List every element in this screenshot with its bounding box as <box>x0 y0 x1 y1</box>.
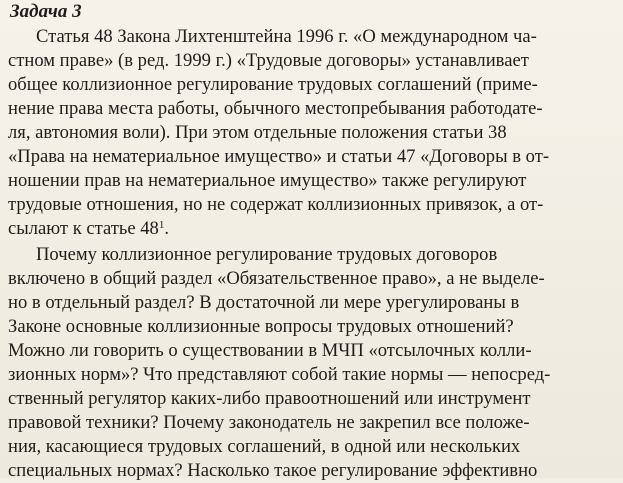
text-line: но в отдельный раздел? В достаточной ли мере урегулированы в <box>8 292 520 313</box>
text-line: включено в общий раздел «Обязательственное право», а не выделе- <box>8 268 545 289</box>
text-line: Почему коллизионное регулирование трудовых договоров <box>36 244 498 265</box>
text-line: ля, автономия воли). При этом отдельные положения статьи 38 <box>8 122 507 143</box>
text-line: стном праве» (в ред. 1999 г.) «Трудовые договоры» устанавливает <box>8 50 529 71</box>
text-line-last <box>8 217 169 241</box>
text-line: правовой техники? Почему законодатель не закрепил все положе- <box>8 412 530 433</box>
text-fragment-end: . <box>164 218 170 239</box>
text-line: Можно ли говорить о существовании в МЧП «отсылочных колли- <box>8 340 532 361</box>
text-line: ственный регулятор каких-либо правоотношений или инструмент <box>8 388 531 409</box>
text-line: ношении прав на нематериальное имущество» также регулируют <box>8 170 527 191</box>
task-heading: Задача 3 <box>10 1 82 22</box>
footnote-mark: 1 <box>158 219 165 231</box>
text-line: Статья 48 Закона Лихтенштейна 1996 г. «О международном ча- <box>36 26 537 47</box>
text-line: зионных норм»? Что представляют собой такие нормы — непосред- <box>8 364 551 385</box>
text-fragment: сылают к статье 48 <box>8 218 159 239</box>
text-line: Законе основные коллизионные вопросы трудовых отношений? <box>8 316 514 337</box>
text-line: специальных нормах? Насколько такое регулирование эффективно <box>8 460 538 481</box>
text-line: общее коллизионное регулирование трудовых соглашений (приме- <box>8 74 538 95</box>
text-line: нение права места работы, обычного местопребывания работодате- <box>8 98 543 119</box>
text-line: трудовые отношения, но не содержат коллизионных привязок, а от- <box>8 194 544 215</box>
text-line: «Права на нематериальное имущество» и статьи 47 «Договоры в от- <box>8 146 550 167</box>
text-line: ния, касающиеся трудовых соглашений, в одной или нескольких <box>8 436 521 457</box>
